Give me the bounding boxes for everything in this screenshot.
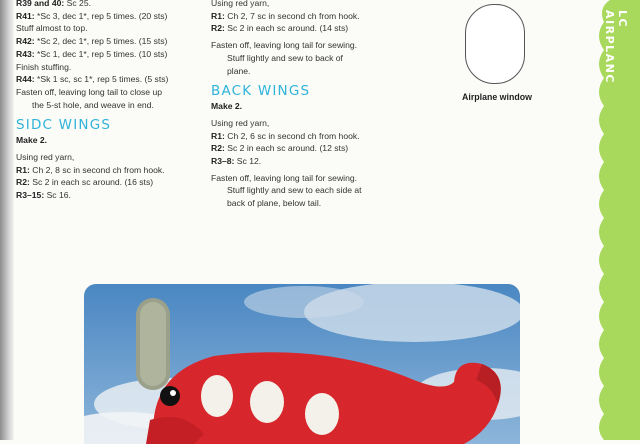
make-count: Make 2. bbox=[16, 135, 48, 146]
yarn-note: Using red yarn, bbox=[211, 117, 270, 128]
instruction-row: Finish stuffing. bbox=[16, 61, 72, 72]
fasten-off-text: plane. bbox=[227, 65, 251, 76]
instruction-row: R41: *Sc 3, dec 1*, rep 5 times. (20 sts) bbox=[16, 10, 168, 21]
instruction-row: R1: Ch 2, 8 sc in second ch from hook. bbox=[16, 164, 165, 175]
pattern-column-right bbox=[211, 0, 391, 210]
fasten-off-text: Stuff lightly and sew to each side at bbox=[227, 185, 362, 196]
fasten-off-text: Fasten off, leaving long tail for sewing. bbox=[211, 40, 358, 51]
instruction-row: R2: Sc 2 in each sc around. (14 sts) bbox=[211, 23, 349, 34]
chapter-tab-label: LC AIRPLANC bbox=[603, 10, 629, 84]
pattern-column-left bbox=[16, 0, 196, 202]
side-wings-heading: SIDC WINGS bbox=[16, 117, 112, 134]
instruction-row: R1: Ch 2, 7 sc in second ch from hook. bbox=[211, 10, 360, 21]
fasten-off-text: Fasten off, leaving long tail for sewing. bbox=[211, 172, 358, 183]
instruction-row: R1: Ch 2, 6 sc in second ch from hook. bbox=[211, 130, 360, 141]
page-gutter-shadow bbox=[0, 0, 14, 440]
instruction-row: R43: *Sc 1, dec 1*, rep 5 times. (10 sts) bbox=[16, 48, 168, 59]
airplane-photo bbox=[84, 284, 520, 444]
airplane-window-template bbox=[465, 4, 525, 84]
make-count: Make 2. bbox=[211, 101, 243, 112]
yarn-note: Using red yarn, bbox=[16, 152, 75, 163]
instruction-row: R39 and 40: Sc 25. bbox=[16, 0, 92, 8]
instruction-row: R2: Sc 2 in each sc around. (12 sts) bbox=[211, 143, 349, 154]
instruction-row: R44: *Sk 1 sc, sc 1*, rep 5 times. (5 sts) bbox=[16, 74, 169, 85]
instruction-row: R2: Sc 2 in each sc around. (16 sts) bbox=[16, 177, 154, 188]
fasten-off-text: back of plane, below tail. bbox=[227, 198, 322, 209]
fasten-off-text: Fasten off, leaving long tail to close up bbox=[16, 86, 163, 97]
back-wings-heading: BACK WINGS bbox=[211, 83, 311, 100]
window-caption: Airplane window bbox=[462, 92, 532, 102]
airplane-photo-image bbox=[84, 284, 520, 444]
fasten-off-text: Stuff lightly and sew to back of bbox=[227, 52, 343, 63]
fasten-off-text: the 5-st hole, and weave in end. bbox=[32, 99, 154, 110]
instruction-row: R3–15: Sc 16. bbox=[16, 190, 71, 201]
yarn-note: Using red yarn, bbox=[211, 0, 270, 8]
instruction-row: Stuff almost to top. bbox=[16, 23, 88, 34]
instruction-row: R3–8: Sc 12. bbox=[211, 156, 262, 167]
instruction-row: R42: *Sc 2, dec 1*, rep 5 times. (15 sts) bbox=[16, 36, 168, 47]
